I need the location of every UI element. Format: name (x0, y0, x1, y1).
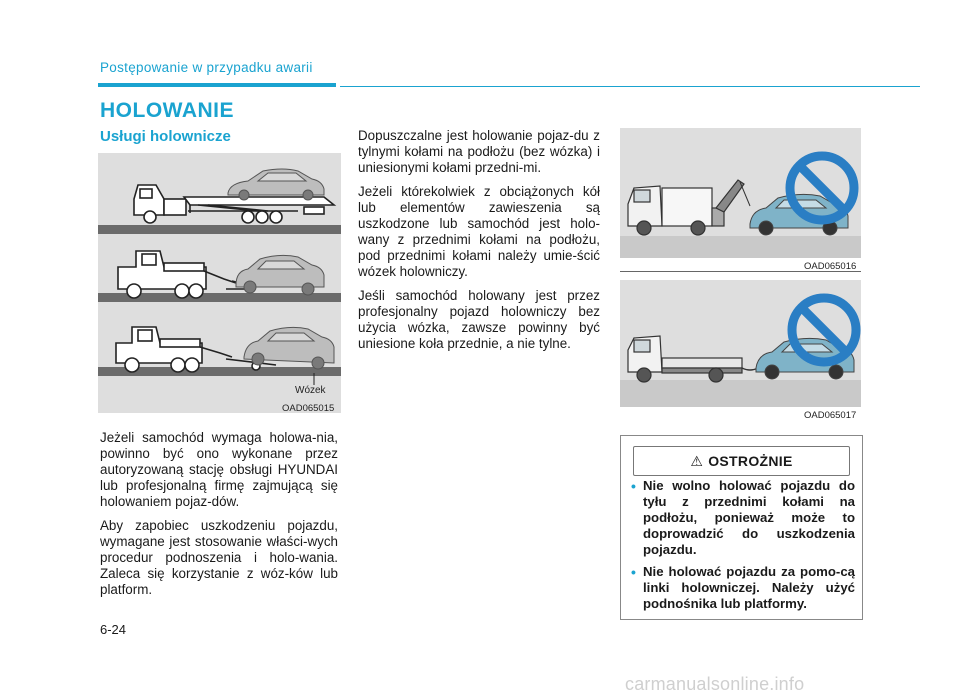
warning-triangle-icon: ⚠ (690, 453, 704, 469)
subsection-title: Usługi holownicze (100, 128, 231, 145)
rope-towing-prohibited-illustration (620, 280, 861, 407)
towed-car-icon (236, 255, 324, 295)
dolly-label: Wózek (295, 385, 326, 396)
truck-towing-car-prohibited-illustration (620, 128, 861, 258)
figure-code-left: OAD065015 (282, 403, 335, 414)
header-rule-thick (98, 83, 336, 87)
chapter-title: Postępowanie w przypadku awarii (100, 60, 313, 75)
watermark: carmanualsonline.info (625, 674, 805, 694)
tow-services-figure (98, 153, 341, 413)
caution-item: • Nie holować pojazdu za pomo-cą linki holowniczej. Należy użyć podnośnika lub platformy. (631, 564, 855, 611)
paragraph: Jeżeli którekolwiek z obciążonych kół lub elementów zawieszenia są uszkodzone lub samochód jest holo-wany z przednimi kołami na podłożu, pod przednimi kołami należy umie-ścić wózek holowniczy. (358, 184, 600, 279)
header-rule-thin (340, 86, 920, 87)
flatbed-truck-icon (628, 336, 742, 382)
middle-column-text (358, 128, 600, 352)
caution-list (631, 478, 855, 618)
left-column-text (100, 430, 338, 598)
paragraph: Jeżeli samochód wymaga holowa-nia, powinno być ono wykonane przez autoryzowaną stację obsługi HYUNDAI lub profesjonalną firmę zajmującą się holowaniem pojaz-dów. (100, 430, 338, 509)
figure-code-right-bottom: OAD065017 (804, 410, 857, 421)
paragraph: Aby zapobiec uszkodzeniu pojazdu, wymagane jest stosowanie właści-wych procedur podnoszenia i holo-wania. Zaleca się korzystanie z wóz-ków lub platform. (100, 518, 338, 597)
caution-title: OSTROŻNIE (708, 453, 793, 469)
car-on-flatbed-icon (228, 169, 324, 200)
bullet-icon: • (631, 564, 636, 580)
bullet-icon: • (631, 478, 636, 494)
prohibited-tow-figure-1 (620, 128, 861, 258)
car-on-dolly-icon (244, 327, 334, 369)
wheel-lift-truck-icon (118, 251, 248, 298)
figure-code-right-top: OAD065016 (804, 261, 857, 272)
caution-item: • Nie wolno holować pojazdu do tyłu z przednimi kołami na podłożu, ponieważ może to doprowadzić do uszkodzenia pojazdu. (631, 478, 855, 557)
paragraph: Dopuszczalne jest holowanie pojaz-du z tylnymi kołami na podłożu (bez wózka) i uniesionymi kołami przedni-mi. (358, 128, 600, 175)
utility-truck-icon (628, 180, 750, 235)
section-title: HOLOWANIE (100, 99, 234, 122)
paragraph: Jeśli samochód holowany jest przez profesjonalny pojazd holowniczy bez użycia wózka, zawsze powinny być uniesione koła przednie, a nie tylne. (358, 288, 600, 351)
caution-box (620, 435, 863, 620)
prohibited-tow-figure-2 (620, 280, 861, 407)
tow-services-illustration (98, 153, 341, 413)
page-number: 6-24 (100, 622, 127, 637)
caution-header (633, 446, 850, 476)
